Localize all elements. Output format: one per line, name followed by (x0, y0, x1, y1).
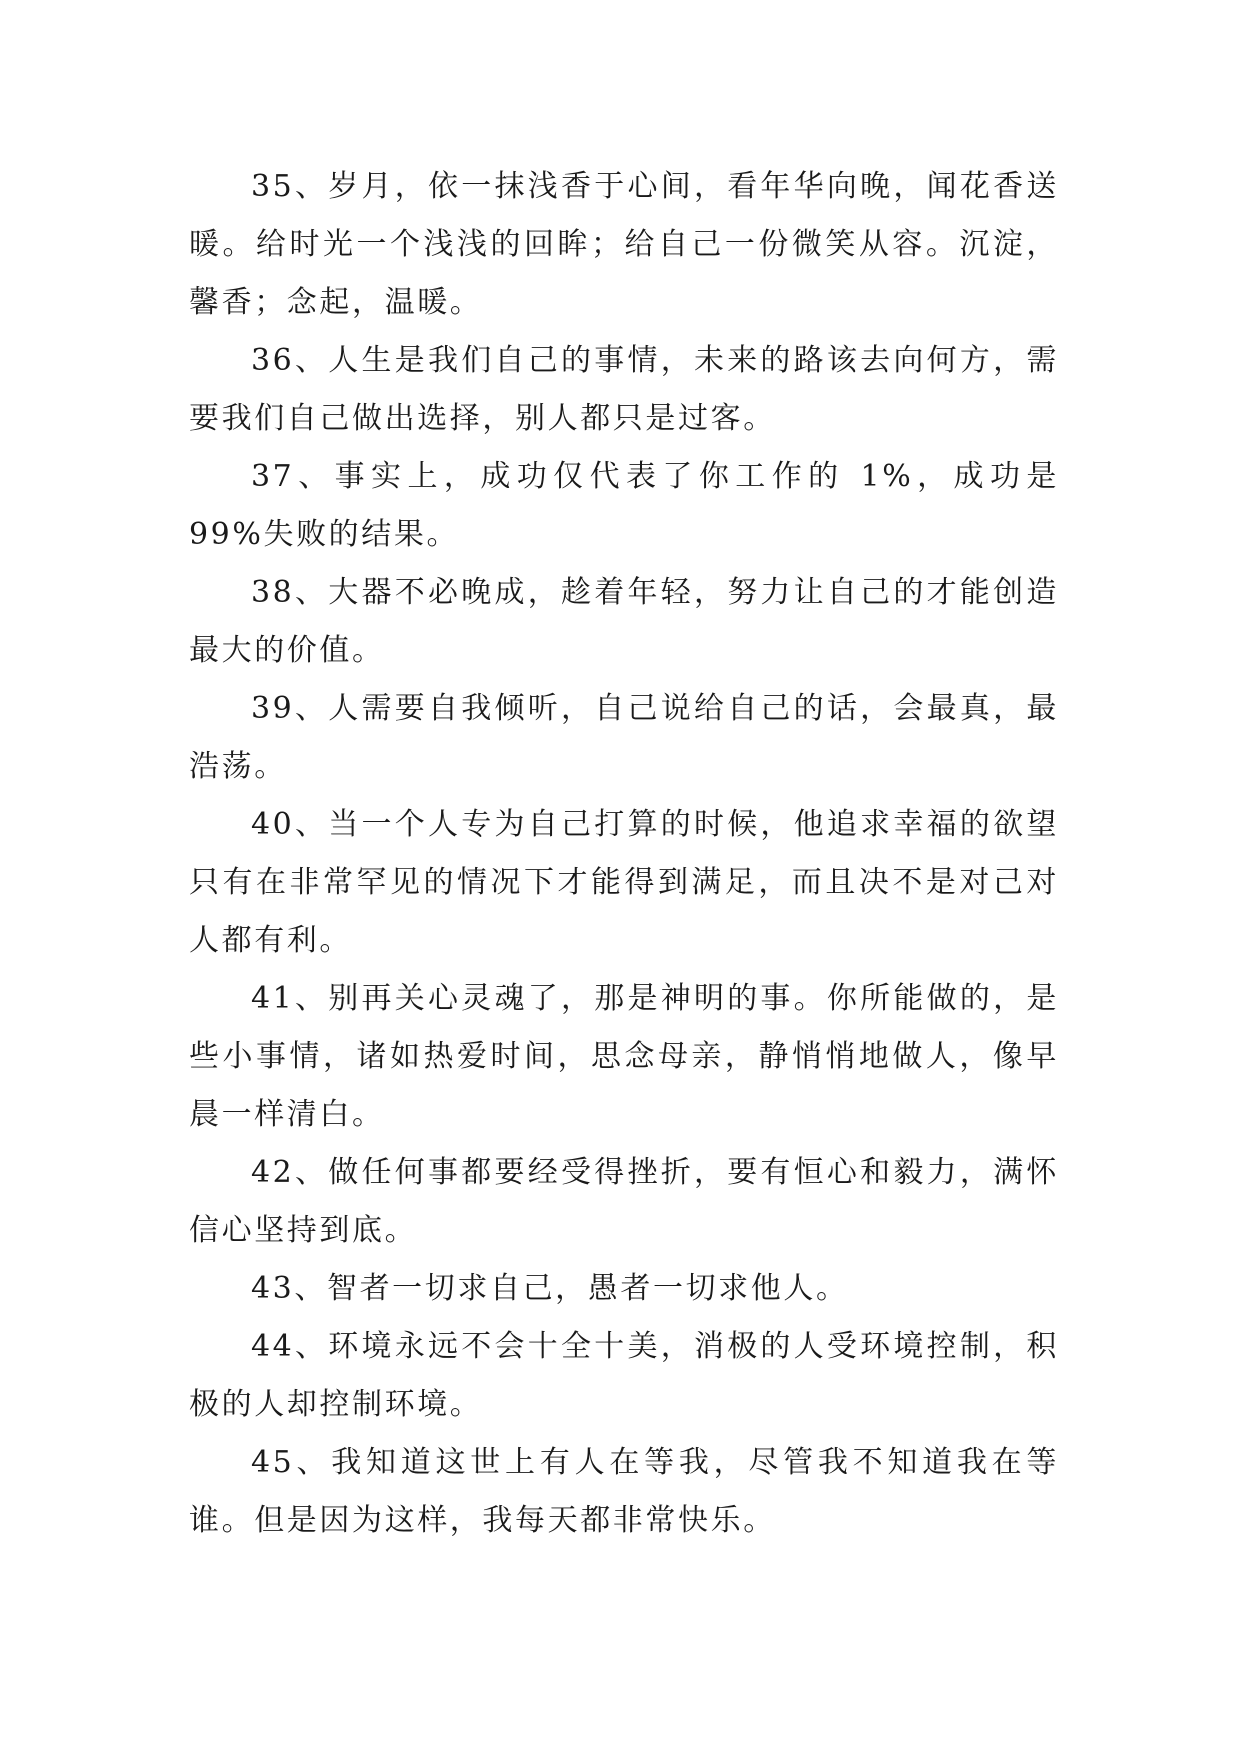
document-body (189, 158, 1059, 1550)
paragraph-38: 38、大器不必晚成，趁着年轻，努力让自己的才能创造最大的价值。 (189, 575, 1059, 668)
paragraph-39: 39、人需要自我倾听，自己说给自己的话，会最真，最浩荡。 (189, 691, 1059, 784)
paragraph-43: 43、智者一切求自己，愚者一切求他人。 (251, 1271, 849, 1306)
paragraph-36: 36、人生是我们自己的事情，未来的路该去向何方，需要我们自己做出选择，别人都只是过客。 (189, 343, 1059, 436)
paragraph-45: 45、我知道这世上有人在等我，尽管我不知道我在等谁。但是因为这样，我每天都非常快乐。 (189, 1445, 1059, 1538)
paragraph-35: 35、岁月，依一抹浅香于心间，看年华向晚，闻花香送暖。给时光一个浅浅的回眸；给自己一份微笑从容。沉淀，馨香；念起，温暖。 (189, 169, 1059, 320)
paragraph-37: 37、事实上，成功仅代表了你工作的 1%，成功是 99%失败的结果。 (189, 459, 1059, 552)
paragraph-41: 41、别再关心灵魂了，那是神明的事。你所能做的，是些小事情，诸如热爱时间，思念母亲，静悄悄地做人，像早晨一样清白。 (189, 981, 1059, 1132)
paragraph-40: 40、当一个人专为自己打算的时候，他追求幸福的欲望只有在非常罕见的情况下才能得到满足，而且决不是对己对人都有利。 (189, 807, 1059, 958)
paragraph-42: 42、做任何事都要经受得挫折，要有恒心和毅力，满怀信心坚持到底。 (189, 1155, 1059, 1248)
paragraph-44: 44、环境永远不会十全十美，消极的人受环境控制，积极的人却控制环境。 (189, 1329, 1059, 1422)
